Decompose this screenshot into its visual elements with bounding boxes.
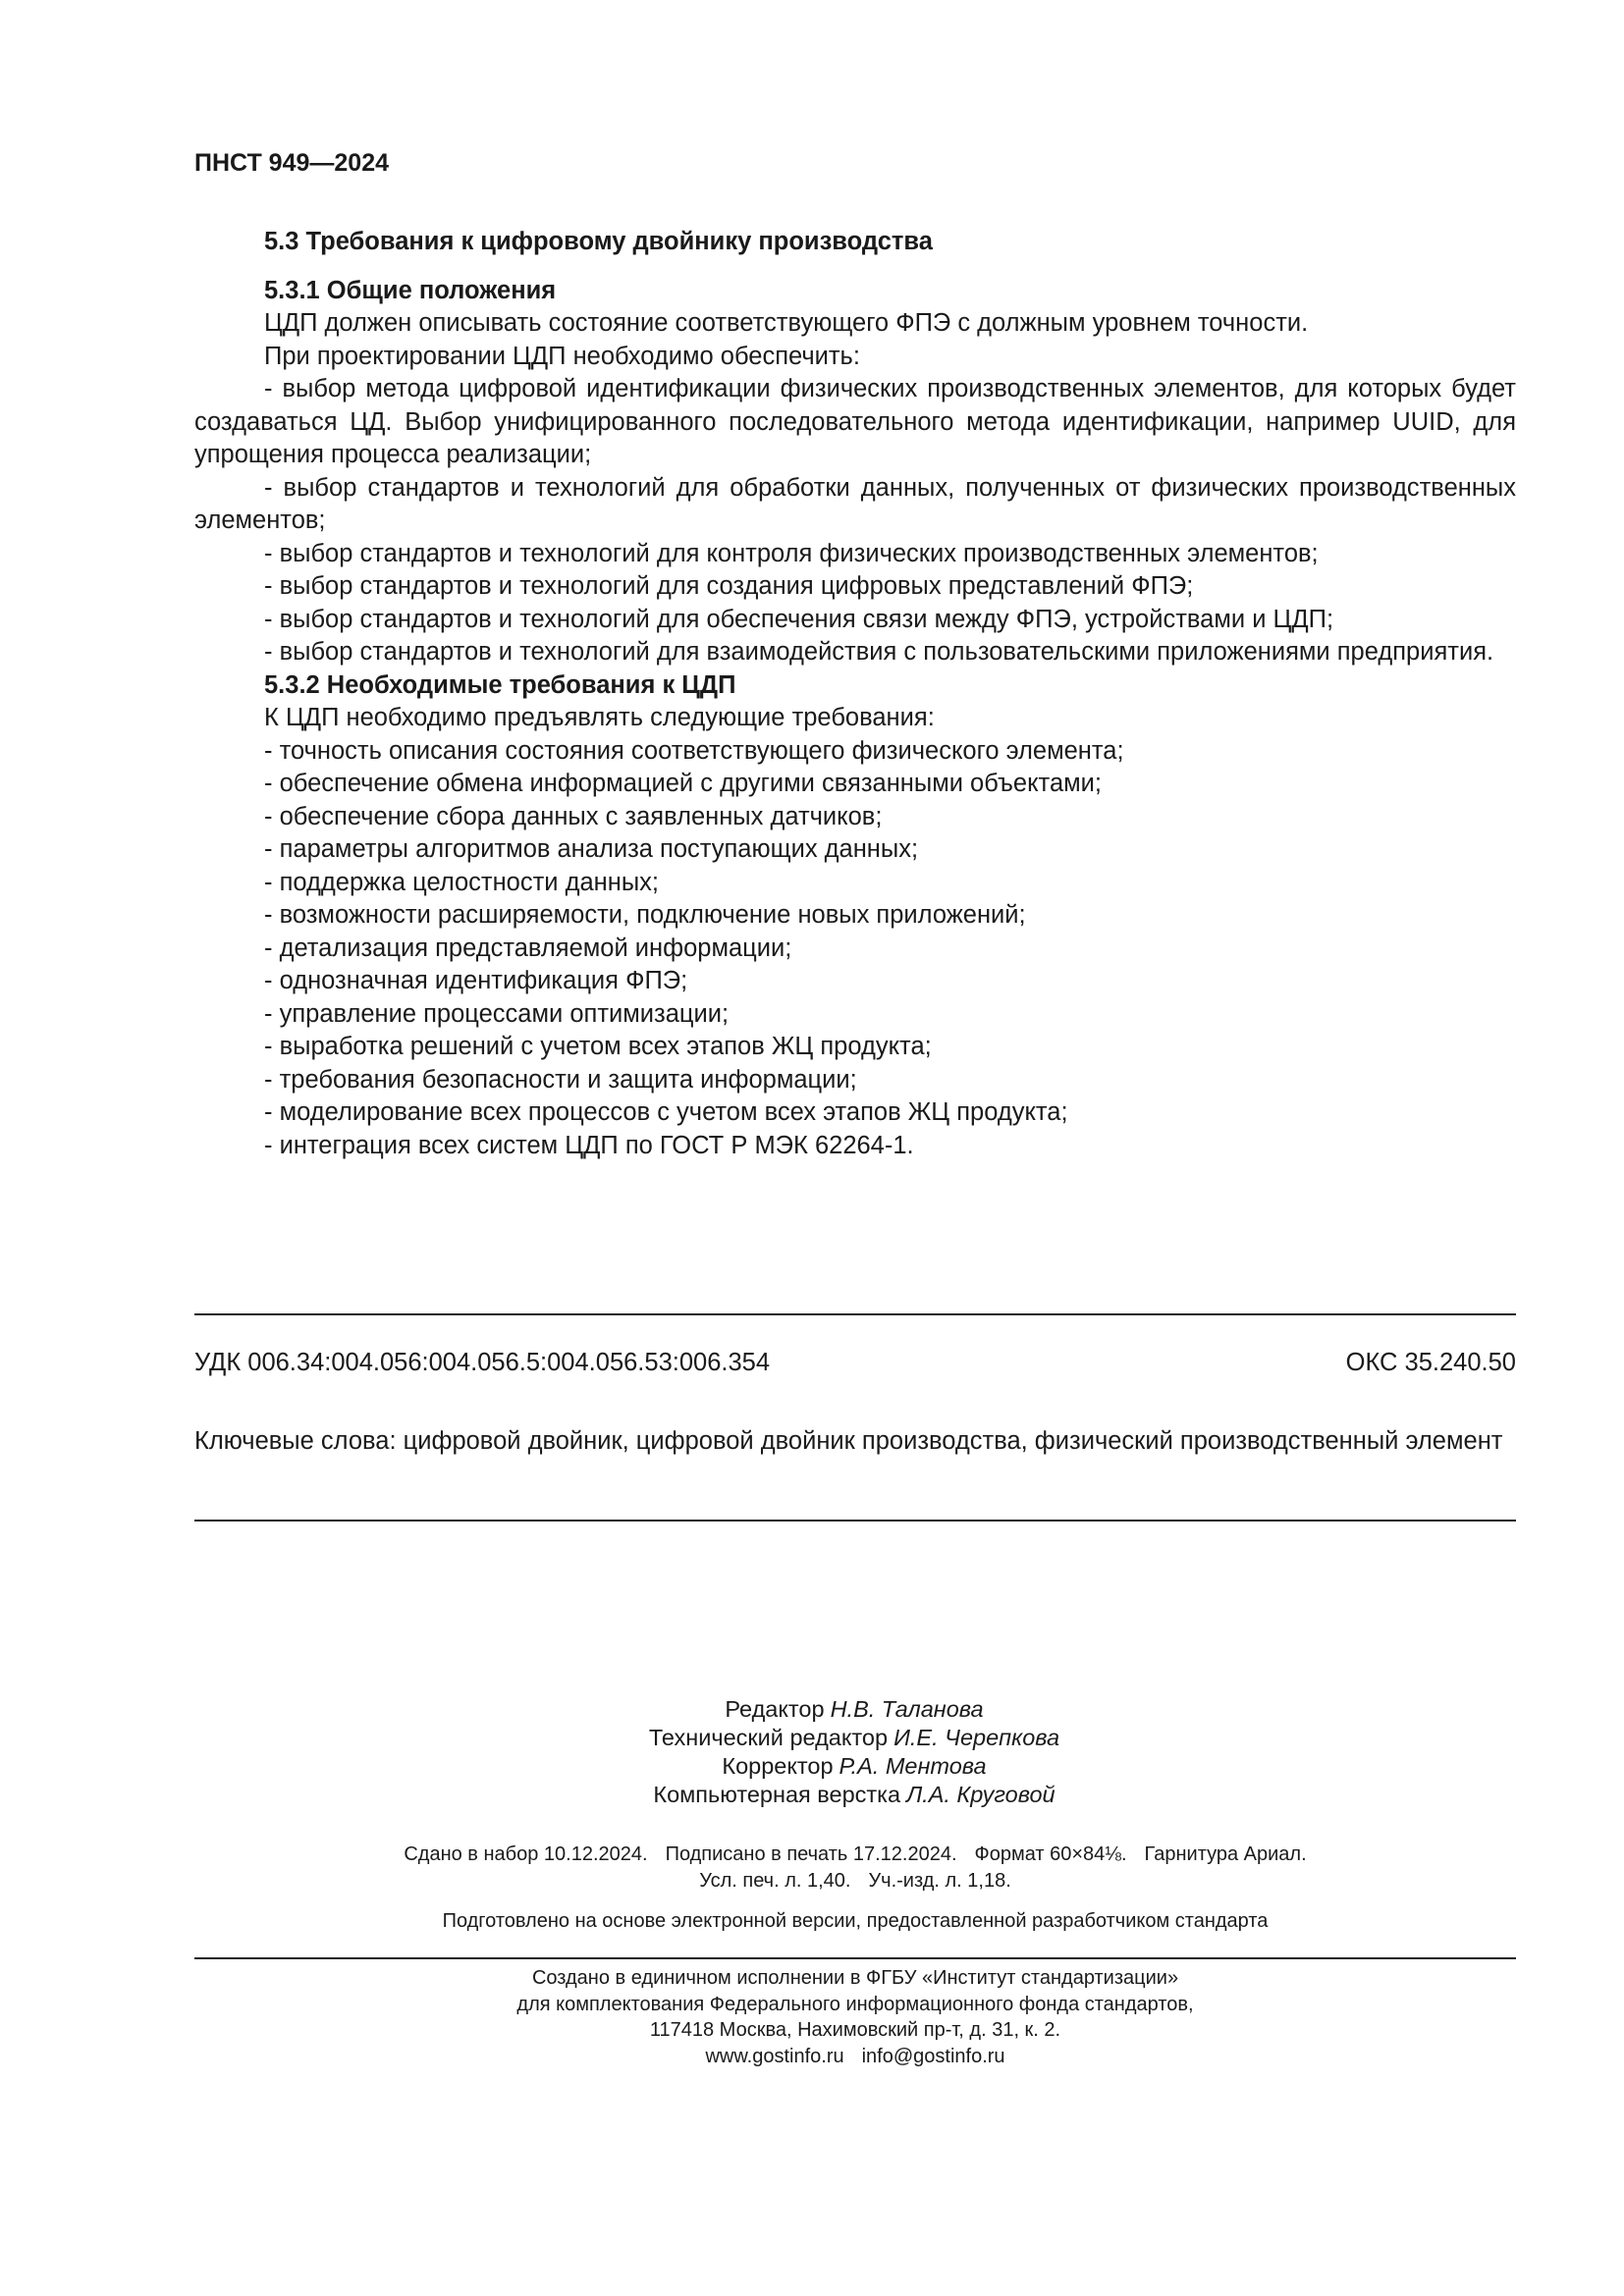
list-item: - моделирование всех процессов с учетом всех этапов ЖЦ продукта; [264,1098,1068,1126]
subsection-heading-general: 5.3.1 Общие положения [264,276,557,304]
publication-line-1: Сдано в набор 10.12.2024. Подписано в печать 17.12.2024. Формат 60×84⅛. Гарнитура Ариал. [404,1843,1307,1865]
classification-row [194,1347,1516,1380]
list-item: - управление процессами оптимизации; [264,999,730,1028]
footer-contacts [194,2044,1516,2070]
list-item: - возможности расширяемости, подключение новых приложений; [264,901,1026,929]
prepared-note: Подготовлено на основе электронной версии, предоставленной разработчиком стандарта [442,1910,1269,1932]
list-item: - параметры алгоритмов анализа поступающих данных; [264,835,919,863]
footer-address: 117418 Москва, Нахимовский пр-т, д. 31, к. 2. [649,2019,1061,2041]
credit-tech-editor: Технический редактор И.Е. Черепкова [648,1725,1060,1750]
list-item: - однозначная идентификация ФПЭ; [264,967,688,994]
publication-line-2: Усл. печ. л. 1,40. Уч.-изд. л. 1,18. [699,1870,1011,1892]
list-item: - детализация представляемой информации; [264,934,792,962]
paragraph: При проектировании ЦДП необходимо обеспечить: [264,342,860,370]
list-item: - выработка решений с учетом всех этапов ЖЦ продукта; [264,1033,932,1060]
list-item: - выбор стандартов и технологий для взаимодействия с пользовательскими приложениями предприятия. [264,638,1494,666]
list-item: - поддержка целостности данных; [264,868,660,896]
footer-line-2: для комплектования Федерального информационного фонда стандартов, [516,1993,1194,2015]
subsection-heading-requirements: 5.3.2 Необходимые требования к ЦДП [264,670,736,699]
list-item: - выбор стандартов и технологий для обеспечения связи между ФПЭ, устройствами и ЦДП; [264,605,1334,633]
list-item: - интеграция всех систем ЦДП по ГОСТ Р МЭК 62264-1. [264,1131,914,1159]
footer-line-1: Создано в единичном исполнении в ФГБУ «Институт стандартизации» [531,1967,1179,1989]
list-item: - точность описания состояния соответствующего физического элемента; [264,736,1124,765]
credit-corrector: Корректор Р.А. Ментова [722,1753,987,1779]
list-item: - выбор стандартов и технологий для обработки данных, полученных от физических производственных элементов; [194,473,1516,534]
list-item: - обеспечение обмена информацией с другими связанными объектами; [264,770,1102,797]
keywords: Ключевые слова: цифровой двойник, цифровой двойник производства, физический производственный элемент [194,1427,1503,1455]
list-item: - выбор стандартов и технологий для создания цифровых представлений ФПЭ; [264,572,1194,600]
udk-code: УДК 006.34:004.056:004.056.5:004.056.53:006.354 [194,1349,771,1376]
paragraph: ЦДП должен описывать состояние соответствующего ФПЭ с должным уровнем точности. [264,309,1309,337]
divider-top [194,1313,1516,1315]
divider-keywords [194,1520,1516,1522]
document-code: ПНСТ 949—2024 [194,149,389,177]
credit-layout: Компьютерная верстка Л.А. Круговой [653,1782,1056,1807]
credits-block [0,1695,1624,1809]
divider-footer [194,1957,1516,1959]
email-link[interactable]: info@gostinfo.ru [861,2045,1005,2067]
list-item: - выбор стандартов и технологий для контроля физических производственных элементов; [264,539,1319,567]
publisher-footer [194,1965,1516,2069]
list-item: - обеспечение сбора данных с заявленных датчиков; [264,802,883,830]
oks-code: ОКС 35.240.50 [1345,1349,1516,1376]
paragraph: К ЦДП необходимо предъявлять следующие требования: [264,704,935,731]
list-item: - выбор метода цифровой идентификации физических производственных элементов, для которых будет создаваться ЦД. Выбор унифицированного последовательного метода идентификации, например UUID, для упрощения процесса реализации; [194,375,1516,468]
publication-info [194,1842,1516,1895]
section-heading: 5.3 Требования к цифровому двойнику производства [264,228,933,255]
credit-editor: Редактор Н.В. Таланова [725,1696,984,1722]
list-item: - требования безопасности и защита информации; [264,1065,857,1094]
website-link[interactable]: www.gostinfo.ru [705,2045,844,2067]
main-content [194,226,1516,1162]
